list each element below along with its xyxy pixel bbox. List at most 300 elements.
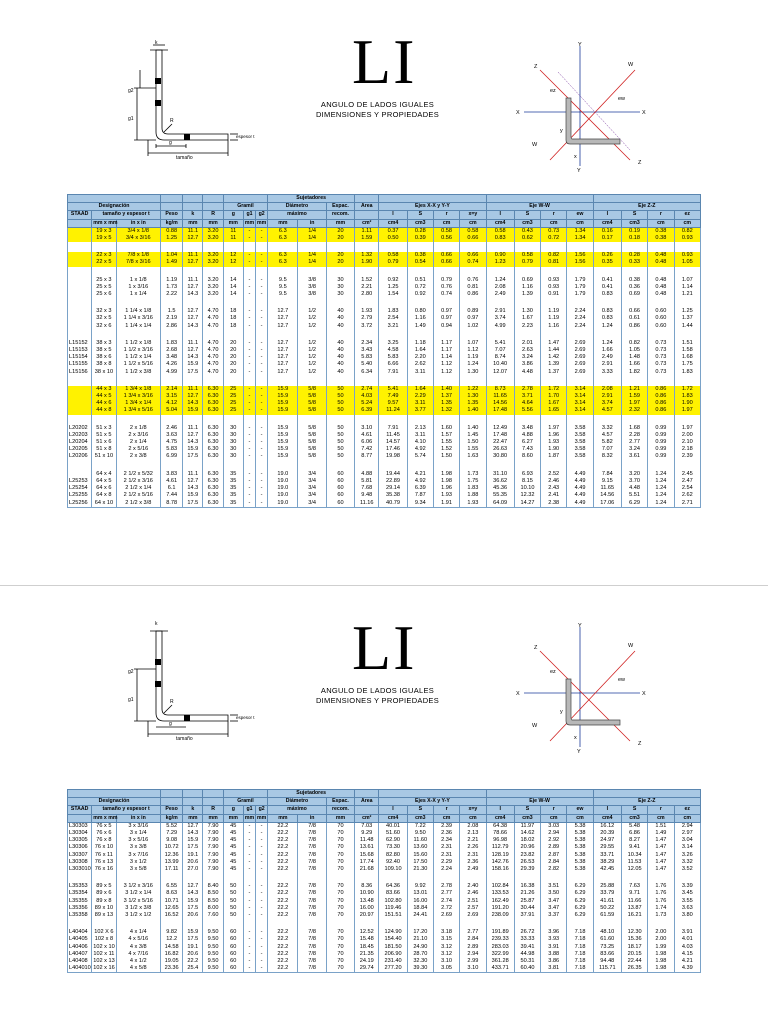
cell-k: 17.5 — [183, 500, 203, 508]
cell-ez: 1.90 — [674, 400, 700, 407]
cell-peso: 2.22 — [161, 291, 183, 298]
cell-din: 7/8 — [298, 958, 326, 965]
cell-staad: L35353 — [68, 883, 92, 890]
cell-g1: - — [243, 400, 255, 407]
cell-r: 0.97 — [433, 308, 459, 315]
cell-mm: 25 x 6 — [92, 291, 116, 298]
cell-in: 3 x 3/8 — [116, 844, 160, 851]
cell-g2: - — [256, 478, 268, 485]
cell-R: 9.50 — [203, 929, 223, 936]
cell-peso: 5.52 — [161, 822, 183, 830]
cell-area: 4.03 — [355, 393, 379, 400]
spacer-cell — [407, 461, 433, 471]
cell-I: 0.79 — [379, 259, 407, 266]
cell-din: 3/8 — [298, 291, 326, 298]
cell-staad — [68, 291, 92, 298]
cell-g2: - — [256, 837, 268, 844]
cell-staad: L30304 — [68, 830, 92, 837]
hdr-staad: STAAD — [68, 211, 92, 219]
cell-d: 22.2 — [268, 844, 298, 851]
cell-g1: - — [243, 432, 255, 439]
cell-g2: - — [256, 492, 268, 499]
cell-din: 7/8 — [298, 929, 326, 936]
cell-xy: 2.26 — [460, 844, 486, 851]
cell-r: 0.66 — [433, 259, 459, 266]
spacer-cell — [161, 415, 183, 425]
cell-mm: 76 x 11 — [92, 852, 116, 859]
spacer-cell — [433, 242, 459, 252]
cell-R: 4.70 — [203, 354, 223, 361]
cell-din: 1/4 — [298, 227, 326, 235]
cell-mm: 44 x 6 — [92, 400, 116, 407]
cell-in: 2 1/2 x 3/16 — [116, 478, 160, 485]
cell-k: 25.4 — [183, 965, 203, 973]
cell-R: 9.50 — [203, 944, 223, 951]
cell-wS: 3.24 — [514, 354, 540, 361]
cell-xy: 1.93 — [460, 500, 486, 508]
cell-S: 3.77 — [407, 407, 433, 414]
cell-wI: 26.63 — [486, 446, 514, 453]
cell-peso: 4.75 — [161, 439, 183, 446]
cell-esp: 70 — [326, 837, 354, 844]
cell-wI: 158.16 — [486, 866, 514, 873]
cell-peso: 0.88 — [161, 227, 183, 235]
cell-mm: 64 x 10 — [92, 500, 116, 508]
unit2-g1-mm: mm — [244, 814, 255, 821]
spacer-cell — [593, 461, 621, 471]
cell-d: 22.2 — [268, 929, 298, 936]
cell-r: 1.35 — [433, 400, 459, 407]
cell-g2: - — [256, 284, 268, 291]
cell-area: 9.29 — [355, 830, 379, 837]
cell-k: 12.7 — [183, 822, 203, 830]
cell-ew: 1.56 — [567, 259, 593, 266]
cell-g: 50 — [223, 890, 243, 897]
hdr-zz-s: S — [621, 211, 647, 219]
cell-ez: 3.91 — [674, 929, 700, 936]
g-label: g — [169, 140, 172, 146]
cell-din: 3/4 — [298, 478, 326, 485]
cell-wI: 55.35 — [486, 492, 514, 499]
cell-wr: 2.87 — [541, 852, 567, 859]
unit-ww-i: cm4 — [486, 219, 514, 227]
cell-in: 2 x 3/8 — [116, 453, 160, 460]
cell-staad — [68, 315, 92, 322]
spacer-cell — [460, 461, 486, 471]
cell-zr: 1.98 — [648, 951, 674, 958]
cell-peso: 12.2 — [161, 936, 183, 943]
cell-zS: 10.34 — [621, 852, 647, 859]
spacer-cell — [379, 873, 407, 883]
cell-d: 15.9 — [268, 400, 298, 407]
cell-r: 1.32 — [433, 407, 459, 414]
cell-S: 39.30 — [407, 965, 433, 973]
cell-zI: 5.82 — [593, 439, 621, 446]
cell-g: 50 — [223, 912, 243, 919]
cell-area: 13.48 — [355, 898, 379, 905]
hdr2-zz-r: r — [648, 806, 674, 814]
cell-g: 35 — [223, 500, 243, 508]
spacer-cell — [355, 376, 379, 386]
cell-zr: 1.76 — [648, 898, 674, 905]
cell-wr: 2.52 — [541, 471, 567, 478]
spacer-cell — [183, 919, 203, 929]
cell-g1: - — [243, 830, 255, 837]
cell-zS: 1.05 — [621, 347, 647, 354]
cell-g2: - — [256, 446, 268, 453]
ez-label: ez — [550, 88, 556, 94]
cell-g2: - — [256, 425, 268, 432]
spacer-cell — [460, 415, 486, 425]
hdr2-ww-ew: ew — [567, 806, 593, 814]
table-row — [68, 308, 701, 315]
cell-wS: 4.88 — [514, 432, 540, 439]
hdr-sujetadores: Sujetadores — [268, 195, 355, 203]
axis-z-bottom: Z — [638, 160, 642, 166]
k-label-2: k — [155, 621, 158, 627]
spacer-cell — [326, 298, 354, 308]
cell-esp: 50 — [326, 407, 354, 414]
cell-wS: 30.44 — [514, 905, 540, 912]
spacer-cell — [183, 415, 203, 425]
cell-staad: L40407 — [68, 951, 92, 958]
cell-wS: 39.41 — [514, 944, 540, 951]
cell-g1: - — [243, 308, 255, 315]
cell-ew: 7.18 — [567, 936, 593, 943]
cell-R: 3.20 — [203, 277, 223, 284]
spacer-cell — [298, 919, 326, 929]
cell-xy: 1.35 — [460, 400, 486, 407]
espesor-label: espesor t — [236, 134, 255, 139]
cell-g2: - — [256, 912, 268, 919]
cell-ez: 1.83 — [674, 369, 700, 376]
cell-din: 7/8 — [298, 822, 326, 830]
cell-peso: 10.71 — [161, 898, 183, 905]
cell-esp: 70 — [326, 944, 354, 951]
unit-area: cm² — [355, 219, 379, 227]
properties-table-2 — [67, 789, 701, 973]
cell-wI: 36.62 — [486, 478, 514, 485]
cell-d: 22.2 — [268, 965, 298, 973]
spacer-cell — [183, 242, 203, 252]
cell-wI: 102.84 — [486, 883, 514, 890]
cell-zS: 0.82 — [621, 340, 647, 347]
cell-I: 40.01 — [379, 822, 407, 830]
spacer-cell — [223, 461, 243, 471]
cell-d: 15.9 — [268, 386, 298, 393]
unit2-d-mm: mm — [268, 814, 298, 822]
cell-staad — [68, 284, 92, 291]
cell-g2: - — [256, 883, 268, 890]
cell-peso: 2.86 — [161, 323, 183, 330]
cell-R: 6.30 — [203, 425, 223, 432]
cell-g1: - — [243, 929, 255, 936]
cell-zI: 48.10 — [593, 929, 621, 936]
hdr2-zz-s: S — [621, 806, 647, 814]
cell-zr: 1.47 — [648, 859, 674, 866]
cell-area: 21.68 — [355, 866, 379, 873]
cell-g2: - — [256, 315, 268, 322]
cell-zS: 0.19 — [621, 227, 647, 235]
cell-xy: 0.86 — [460, 291, 486, 298]
cell-k: 11.1 — [183, 425, 203, 432]
cell-in: 3 1/2 x 3/16 — [116, 883, 160, 890]
cell-zr: 0.60 — [648, 308, 674, 315]
cell-wS: 0.43 — [514, 227, 540, 235]
cell-zI: 115.71 — [593, 965, 621, 973]
cell-d: 12.7 — [268, 354, 298, 361]
cell-xy: 1.24 — [460, 361, 486, 368]
spacer-cell — [541, 919, 567, 929]
cell-g2: - — [256, 439, 268, 446]
cell-ew: 4.49 — [567, 471, 593, 478]
cell-zS: 1.82 — [621, 369, 647, 376]
hdr-g1: g1 — [243, 211, 255, 219]
subtitle-line-2: DIMENSIONES Y PROPIEDADES — [315, 110, 440, 119]
cell-g1: - — [243, 492, 255, 499]
cell-area: 15.48 — [355, 936, 379, 943]
cell-k: 14.3 — [183, 291, 203, 298]
cell-ez: 1.44 — [674, 323, 700, 330]
spacer-cell — [486, 242, 514, 252]
cell-wS: 1.16 — [514, 284, 540, 291]
cell-area: 7.42 — [355, 446, 379, 453]
cell-wS: 1.67 — [514, 315, 540, 322]
cell-zI: 7.07 — [593, 446, 621, 453]
cell-wr: 1.72 — [541, 386, 567, 393]
subtitle-2-line-2: DIMENSIONES Y PROPIEDADES — [315, 696, 440, 705]
unit2-zz-s: cm3 — [621, 814, 647, 822]
unit-xy-r: cm — [433, 219, 459, 227]
spacer-cell — [355, 919, 379, 929]
cell-r: 2.69 — [433, 912, 459, 919]
spacer-cell — [355, 298, 379, 308]
cell-S: 9.34 — [407, 500, 433, 508]
spacer-cell — [326, 873, 354, 883]
table-row — [68, 284, 701, 291]
cell-zS: 1.68 — [621, 425, 647, 432]
cell-zS: 8.27 — [621, 837, 647, 844]
cell-peso: 12.36 — [161, 852, 183, 859]
cell-xy: 3.10 — [460, 965, 486, 973]
table-row — [68, 837, 701, 844]
cell-ez: 3.52 — [674, 866, 700, 873]
spacer-cell — [593, 267, 621, 277]
cell-wS: 3.71 — [514, 393, 540, 400]
unit2-area: cm² — [355, 814, 379, 822]
cell-wI: 0.90 — [486, 252, 514, 259]
cell-zr: 1.76 — [648, 890, 674, 897]
cell-esp: 70 — [326, 912, 354, 919]
cell-g1: - — [243, 485, 255, 492]
hdr2-area: Area — [355, 798, 379, 806]
cell-g: 30 — [223, 453, 243, 460]
cell-g2: - — [256, 485, 268, 492]
cell-d: 22.2 — [268, 958, 298, 965]
cell-esp: 70 — [326, 822, 354, 830]
cell-g1: - — [243, 315, 255, 322]
cell-wS: 6.93 — [514, 471, 540, 478]
unit-xy-i: cm4 — [379, 219, 407, 227]
cell-S: 7.87 — [407, 492, 433, 499]
cell-zI: 3.74 — [593, 400, 621, 407]
cell-wr: 1.87 — [541, 453, 567, 460]
cell-r: 1.93 — [433, 492, 459, 499]
spacer-cell — [648, 298, 674, 308]
cell-g2: - — [256, 277, 268, 284]
spacer-cell — [567, 330, 593, 340]
cell-I: 3.21 — [379, 323, 407, 330]
cell-d: 15.9 — [268, 446, 298, 453]
cell-ew: 5.38 — [567, 844, 593, 851]
cell-d: 12.7 — [268, 369, 298, 376]
spacer-cell — [407, 919, 433, 929]
cell-R: 8.00 — [203, 905, 223, 912]
spacer-cell — [223, 919, 243, 929]
cell-R: 7.90 — [203, 866, 223, 873]
cell-din: 5/8 — [298, 425, 326, 432]
spacer-cell — [621, 919, 647, 929]
cell-in: 3 1/2 x 1/2 — [116, 912, 160, 919]
cell-I: 206.90 — [379, 951, 407, 958]
unit-zz-r: cm — [648, 219, 674, 227]
spacer-cell — [593, 919, 621, 929]
cell-S: 4.10 — [407, 439, 433, 446]
cell-din: 1/2 — [298, 361, 326, 368]
cell-wI: 191.20 — [486, 905, 514, 912]
cell-mm: 32 x 3 — [92, 308, 116, 315]
cell-r: 1.50 — [433, 453, 459, 460]
section-axes-diagram — [510, 40, 660, 174]
cell-r: 0.76 — [433, 284, 459, 291]
unit-ww-ew: cm — [567, 219, 593, 227]
cell-in: 4 x 3/8 — [116, 944, 160, 951]
cell-d: 12.7 — [268, 323, 298, 330]
cell-I: 7.49 — [379, 393, 407, 400]
cell-g2: - — [256, 259, 268, 266]
cell-I: 11.45 — [379, 432, 407, 439]
spacer-cell — [433, 298, 459, 308]
cell-g2: - — [256, 347, 268, 354]
cell-esp: 40 — [326, 308, 354, 315]
cell-I: 82.80 — [379, 852, 407, 859]
spacer-cell — [486, 330, 514, 340]
spacer-cell — [674, 376, 700, 386]
cell-wS: 50.31 — [514, 958, 540, 965]
cell-wS: 20.96 — [514, 844, 540, 851]
cell-wr: 1.70 — [541, 393, 567, 400]
cell-zr: 0.73 — [648, 369, 674, 376]
cell-in: 4 x 1/4 — [116, 929, 160, 936]
cell-esp: 20 — [326, 227, 354, 235]
spacer-row — [68, 267, 701, 277]
cell-zI: 33.71 — [593, 852, 621, 859]
cell-ez: 0.82 — [674, 227, 700, 235]
cell-mm: 76 x 5 — [92, 822, 116, 830]
cell-R: 3.20 — [203, 291, 223, 298]
cell-peso: 2.14 — [161, 386, 183, 393]
spacer-cell — [116, 919, 160, 929]
table-2-body — [68, 822, 701, 973]
unit-zz-s: cm3 — [621, 219, 647, 227]
cell-ez: 2.45 — [674, 471, 700, 478]
spacer-cell — [621, 461, 647, 471]
cell-esp: 70 — [326, 965, 354, 973]
cell-din: 7/8 — [298, 936, 326, 943]
r-label: R — [170, 118, 174, 124]
cell-S: 6.39 — [407, 485, 433, 492]
cell-ew: 2.24 — [567, 308, 593, 315]
unit2-inxin: in x in — [116, 814, 160, 822]
cell-in: 1 x 1/4 — [116, 291, 160, 298]
cell-wS: 8.15 — [514, 478, 540, 485]
hdr-ww-ew: ew — [567, 211, 593, 219]
cell-wr: 2.89 — [541, 844, 567, 851]
cell-din: 7/8 — [298, 883, 326, 890]
section-axes-diagram-2 — [510, 621, 660, 755]
hdr2-xy-r: r — [433, 806, 459, 814]
cell-xy: 1.88 — [460, 492, 486, 499]
cell-din: 5/8 — [298, 386, 326, 393]
cell-staad: L15156 — [68, 369, 92, 376]
cell-g1: - — [243, 912, 255, 919]
axis-x-right: X — [642, 110, 646, 116]
cell-peso: 5.83 — [161, 446, 183, 453]
spacer-cell — [223, 330, 243, 340]
unit2-mmxmm: mm x mm — [93, 814, 118, 821]
cell-wr: 1.90 — [541, 446, 567, 453]
spacer-cell — [243, 873, 255, 883]
cell-wI: 4.99 — [486, 323, 514, 330]
cell-mm: 64 x 8 — [92, 492, 116, 499]
cell-wS: 6.27 — [514, 439, 540, 446]
hdr-diametro: Diámetro — [268, 203, 327, 211]
cell-mm: 22 x 3 — [92, 252, 116, 259]
cell-zr: 2.00 — [648, 936, 674, 943]
cell-r: 0.79 — [433, 277, 459, 284]
section-dimension-diagram — [120, 40, 270, 160]
cell-wI: 11.65 — [486, 393, 514, 400]
cell-d: 9.5 — [268, 277, 298, 284]
cell-area: 4.88 — [355, 471, 379, 478]
cell-xy: 1.40 — [460, 407, 486, 414]
cell-g2: - — [256, 252, 268, 259]
cell-d: 22.2 — [268, 936, 298, 943]
spacer-cell — [567, 298, 593, 308]
cell-zr: 1.74 — [648, 905, 674, 912]
cell-g1: - — [243, 898, 255, 905]
spacer-cell — [486, 298, 514, 308]
cell-k: 15.9 — [183, 492, 203, 499]
spacer-cell — [407, 242, 433, 252]
cell-esp: 30 — [326, 277, 354, 284]
table-row — [68, 354, 701, 361]
cell-staad: L20202 — [68, 425, 92, 432]
cell-wI: 8.74 — [486, 354, 514, 361]
cell-g1: - — [243, 951, 255, 958]
spacer-cell — [268, 919, 298, 929]
cell-xy: 2.40 — [460, 883, 486, 890]
hdr2-g2: g2 — [256, 806, 268, 814]
cell-k: 20.6 — [183, 912, 203, 919]
cell-zS: 6.29 — [621, 500, 647, 508]
cell-esp: 70 — [326, 852, 354, 859]
cell-din: 3/4 — [298, 492, 326, 499]
cell-ez: 2.00 — [674, 432, 700, 439]
cell-in: 3 1/2 x 1/4 — [116, 890, 160, 897]
table-row — [68, 252, 701, 259]
cell-I: 0.37 — [379, 227, 407, 235]
